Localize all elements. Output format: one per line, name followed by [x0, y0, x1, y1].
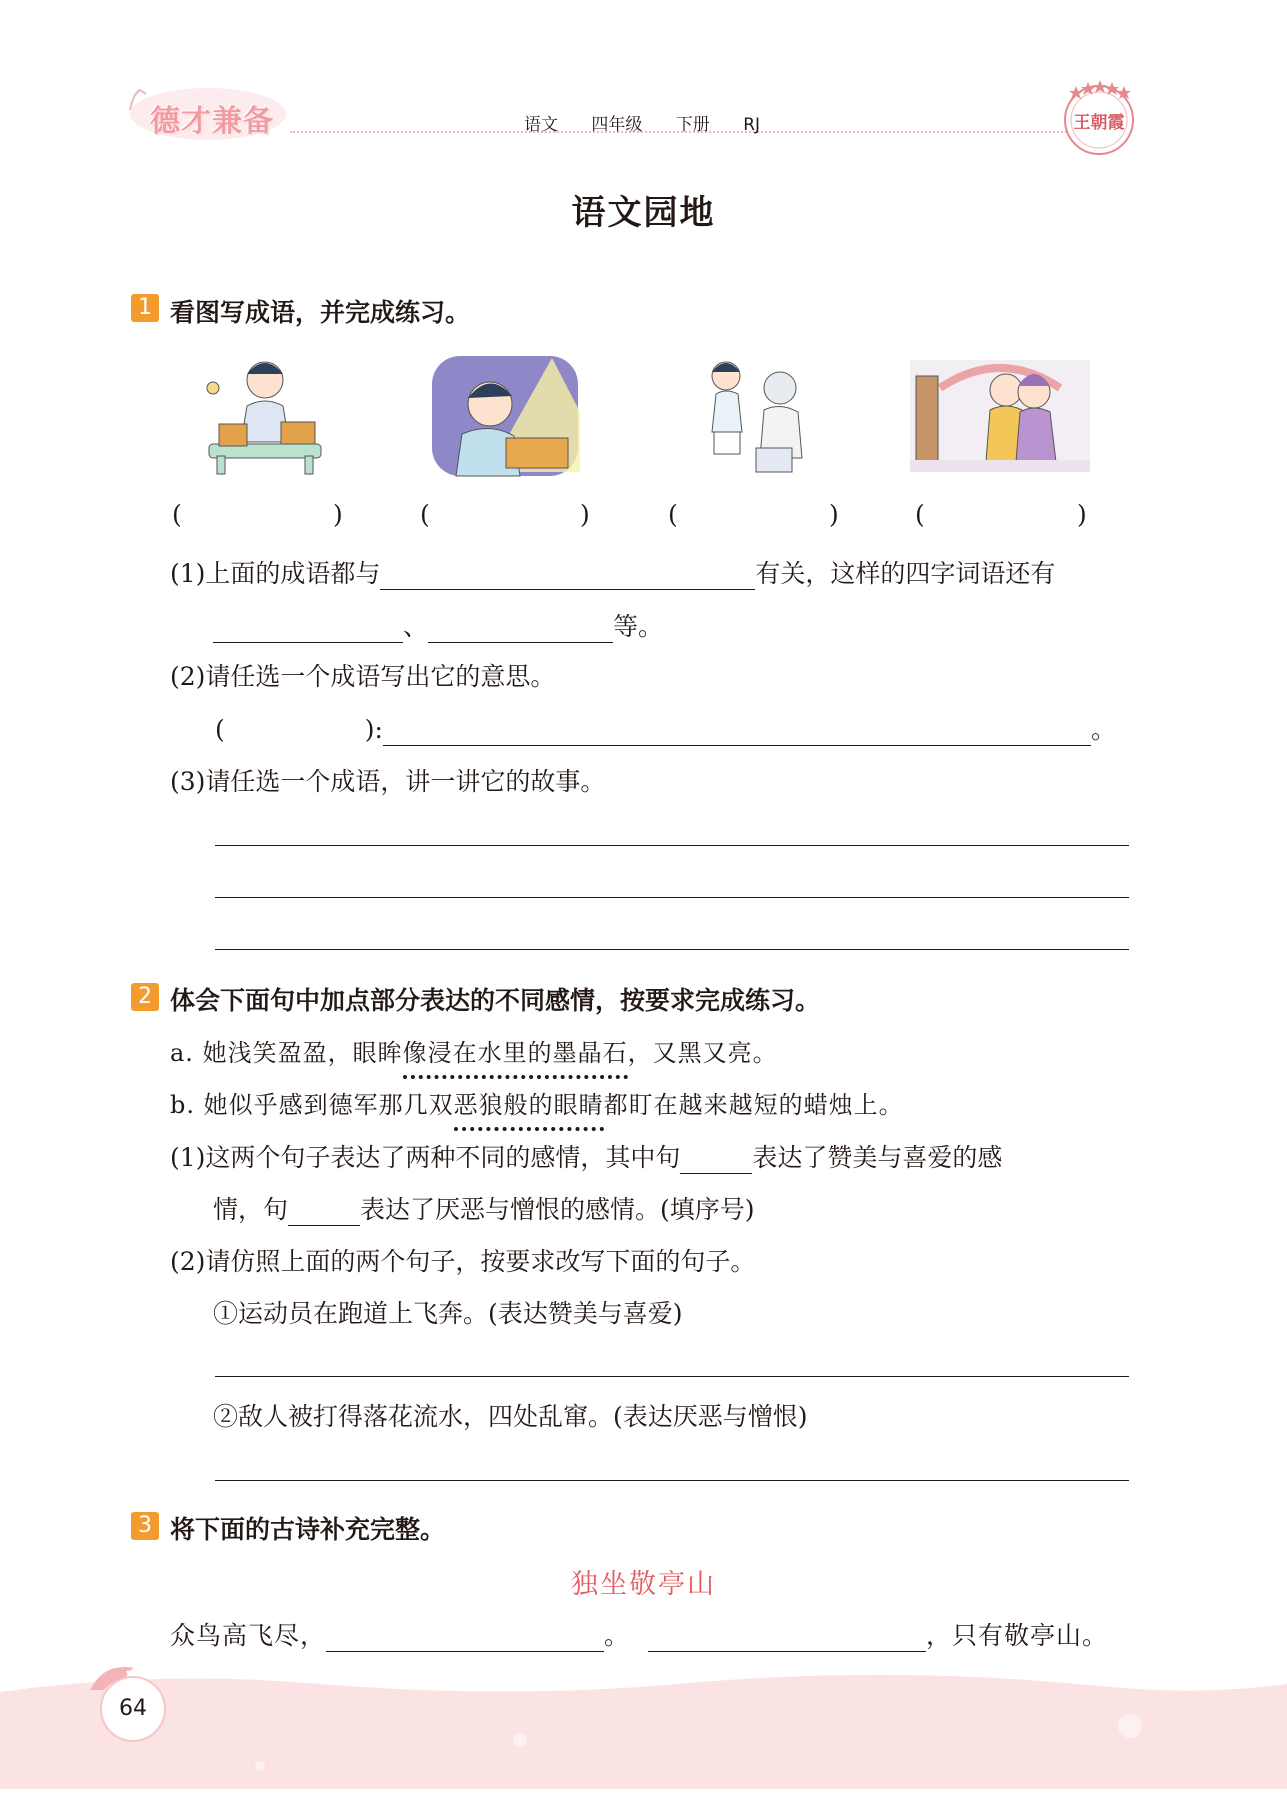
answer-bracket-1-close: ): [333, 500, 343, 529]
question-1-number: 1: [131, 294, 159, 322]
answer-blank[interactable]: [680, 1145, 752, 1174]
q1-part2-text: (2)请任选一个成语写出它的意思。: [170, 662, 556, 691]
poem-line-c: ，只有敬亭山。: [926, 1621, 1109, 1650]
answer-bracket-3-close: ): [829, 500, 839, 529]
q1-part1-text-b: 有关，这样的四字词语还有: [755, 559, 1056, 588]
question-3-title: 将下面的古诗补充完整。: [170, 1515, 446, 1544]
poem-line-b: 。: [604, 1621, 631, 1650]
reading-under-light-picture: [430, 352, 580, 482]
q1-part3-text: (3)请任选一个成语，讲一讲它的故事。: [170, 767, 606, 796]
q2-part1-line1: [170, 1138, 1002, 1174]
answer-blank[interactable]: [326, 1623, 604, 1652]
writing-line[interactable]: [215, 897, 1129, 898]
sentence-a-pre: a. 她浅笑盈盈，眼眸: [170, 1039, 403, 1067]
studying-child-picture: [197, 352, 332, 482]
brand-logo: [120, 82, 290, 144]
question-2-title: 体会下面句中加点部分表达的不同感情，按要求完成练习。: [170, 986, 821, 1015]
sentence-b-pre: b. 她似乎感到德军那几双: [170, 1091, 454, 1119]
paren-open: (: [215, 715, 225, 744]
q2-part1-line2: [213, 1190, 755, 1226]
answer-blank[interactable]: [213, 614, 403, 643]
q2-part2-text: (2)请仿照上面的两个句子，按要求改写下面的句子。: [170, 1247, 756, 1276]
header-edition: RJ: [743, 115, 761, 135]
writing-line[interactable]: [215, 949, 1129, 950]
poem-line-a: 众鸟高飞尽，: [170, 1621, 327, 1650]
page-number: 64: [100, 1676, 166, 1742]
sentence-b-post: 都盯在越来越短的蜡烛上。: [603, 1091, 904, 1119]
answer-blank[interactable]: [288, 1197, 360, 1226]
sentence-a: [170, 1033, 778, 1068]
q1-part1-text-a: (1)上面的成语都与: [170, 559, 381, 588]
q1-part1-line1: [170, 554, 1055, 590]
q2-part1-text-d: 表达了厌恶与憎恨的感情。(填序号): [360, 1195, 755, 1224]
q2-sentence-1: ①运动员在跑道上飞奔。(表达赞美与喜爱): [213, 1299, 683, 1328]
q1-part2-answer-line: [215, 710, 1116, 746]
child-and-elder-picture: [690, 352, 825, 482]
writing-line[interactable]: [215, 845, 1129, 846]
writing-line[interactable]: [215, 1480, 1129, 1481]
q2-part1-text-b: 表达了赞美与喜爱的感: [752, 1143, 1003, 1172]
question-1-title: 看图写成语，并完成练习。: [170, 298, 471, 327]
question-3-number: 3: [131, 1512, 159, 1540]
q1-part1-end: 等。: [613, 612, 664, 641]
logo-text: 德才兼备: [150, 104, 274, 139]
header-grade: 四年级: [591, 115, 643, 135]
sentence-b: [170, 1085, 904, 1120]
answer-bracket-4-close: ): [1077, 500, 1087, 529]
q2-sentence-2: ②敌人被打得落花流水，四处乱窜。(表达厌恶与憎恨): [213, 1402, 808, 1431]
sentence-a-emphasis: 像浸在水里的墨晶石: [403, 1039, 628, 1079]
answer-bracket-2-open: (: [420, 500, 430, 529]
stamp-text: 王朝霞: [1073, 113, 1125, 133]
q2-part1-text-a: (1)这两个句子表达了两种不同的感情，其中句: [170, 1143, 681, 1172]
separator-text: 、: [403, 612, 429, 641]
page-title: 语文园地: [571, 193, 716, 233]
q2-part1-text-c: 情，句: [213, 1195, 289, 1224]
visiting-teacher-picture: [910, 352, 1090, 482]
poem-title: 独坐敬亭山: [571, 1569, 716, 1600]
poem-line: [170, 1616, 1108, 1652]
answer-blank[interactable]: [648, 1623, 926, 1652]
meaning-blank[interactable]: [383, 717, 1091, 746]
sentence-b-emphasis: 恶狼般的眼睛: [454, 1091, 604, 1131]
writing-line[interactable]: [215, 1376, 1129, 1377]
author-stamp: [1058, 76, 1140, 158]
answer-blank[interactable]: [428, 614, 613, 643]
header-volume: 下册: [675, 115, 710, 135]
header-subject: 语文: [524, 115, 558, 135]
paren-close-colon: ):: [364, 715, 383, 744]
header-info: [524, 110, 776, 135]
answer-blank[interactable]: [380, 561, 755, 590]
answer-bracket-4-open: (: [915, 500, 925, 529]
q1-part1-line2: [213, 607, 663, 643]
answer-bracket-2-close: ): [580, 500, 590, 529]
answer-bracket-1-open: (: [172, 500, 182, 529]
answer-bracket-3-open: (: [668, 500, 678, 529]
sentence-a-post: ，又黑又亮。: [627, 1039, 778, 1067]
footer-decoration: [0, 1670, 1287, 1789]
question-2-number: 2: [131, 983, 159, 1011]
period-text: 。: [1090, 715, 1116, 744]
